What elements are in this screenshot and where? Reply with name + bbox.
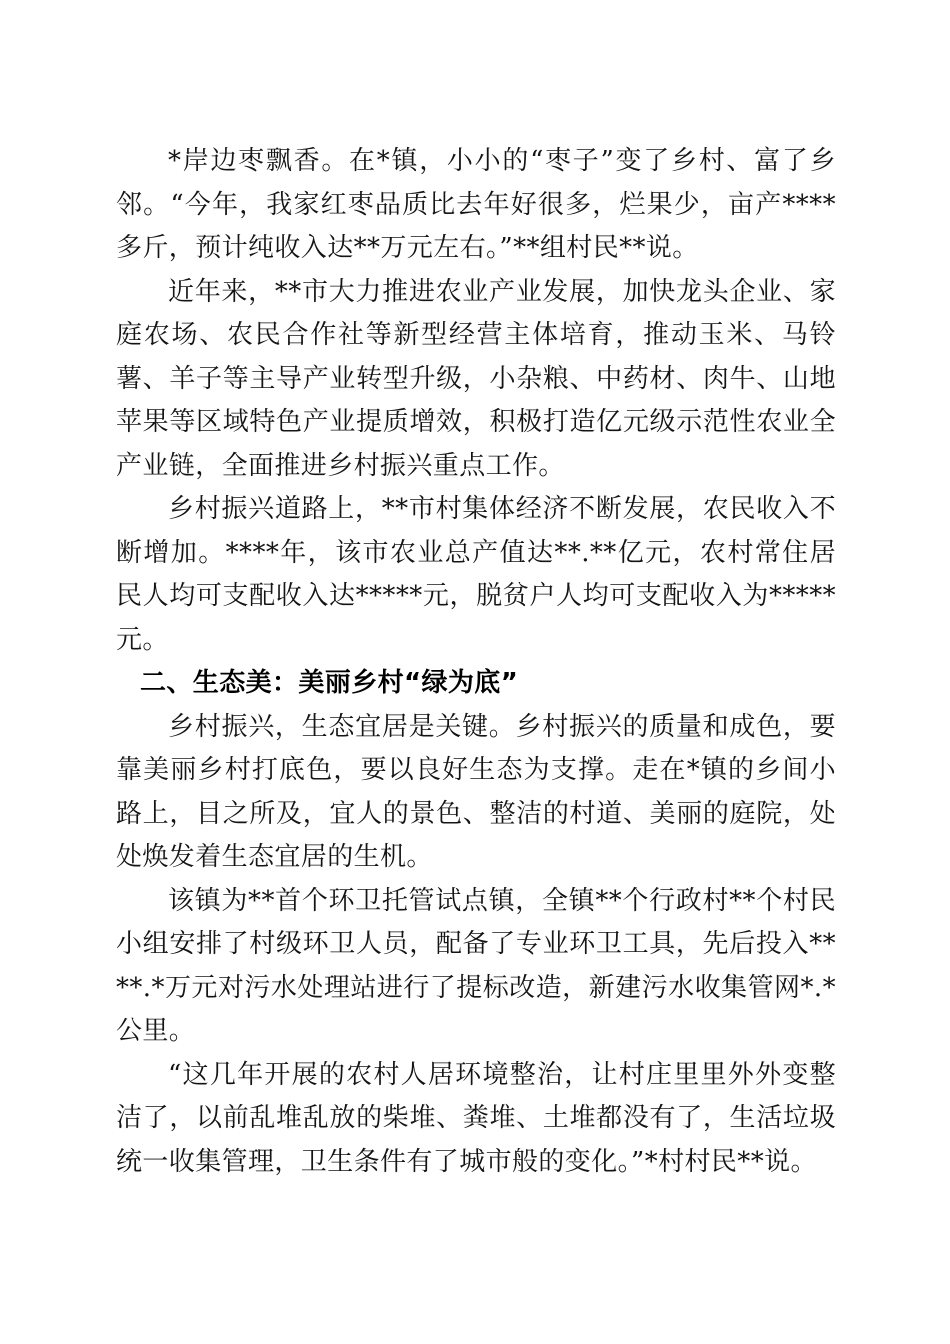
paragraph-villager-quote: “这几年开展的农村人居环境整治，让村庄里里外外变整洁了，以前乱堆乱放的柴堆、粪堆、土堆都没有了，生活垃圾统一收集管理，卫生条件有了城市般的变化。”*村村民**说。 [116,1059,836,1177]
paragraph-industry-development: 近年来，**市大力推进农业产业发展，加快龙头企业、家庭农场、农民合作社等新型经营主体培育，推动玉米、马铃薯、羊子等主导产业转型升级，小杂粮、中药材、肉牛、山地苹果等区域特色产业提质增效，积极打造亿元级示范性农业全产业链，全面推进乡村振兴重点工作。 [116,276,836,481]
document-body [116,140,836,1184]
paragraph-jujube: *岸边枣飘香。在*镇，小小的“枣子”变了乡村、富了乡邻。“今年，我家红枣品质比去年好很多，烂果少，亩产****多斤，预计纯收入达**万元左右。”**组村民**说。 [116,146,836,263]
paragraph-income-growth: 乡村振兴道路上，**市村集体经济不断发展，农民收入不断增加。****年，该市农业总产值达**.**亿元，农村常住居民人均可支配收入达*****元，脱贫户人均可支配收入为*****元。 [116,494,836,655]
section-heading-ecology: 二、生态美：美丽乡村“绿为底” [140,668,519,698]
paragraph-sanitation-pilot: 该镇为**首个环卫托管试点镇，全镇**个行政村**个村民小组安排了村级环卫人员，配备了专业环卫工具，先后投入****.*万元对污水处理站进行了提标改造，新建污水收集管网*.*公里。 [116,885,836,1046]
paragraph-ecological-livability: 乡村振兴，生态宜居是关键。乡村振兴的质量和成色，要靠美丽乡村打底色，要以良好生态为支撑。走在*镇的乡间小路上，目之所及，宜人的景色、整洁的村道、美丽的庭院，处处焕发着生态宜居的生机。 [116,711,836,872]
